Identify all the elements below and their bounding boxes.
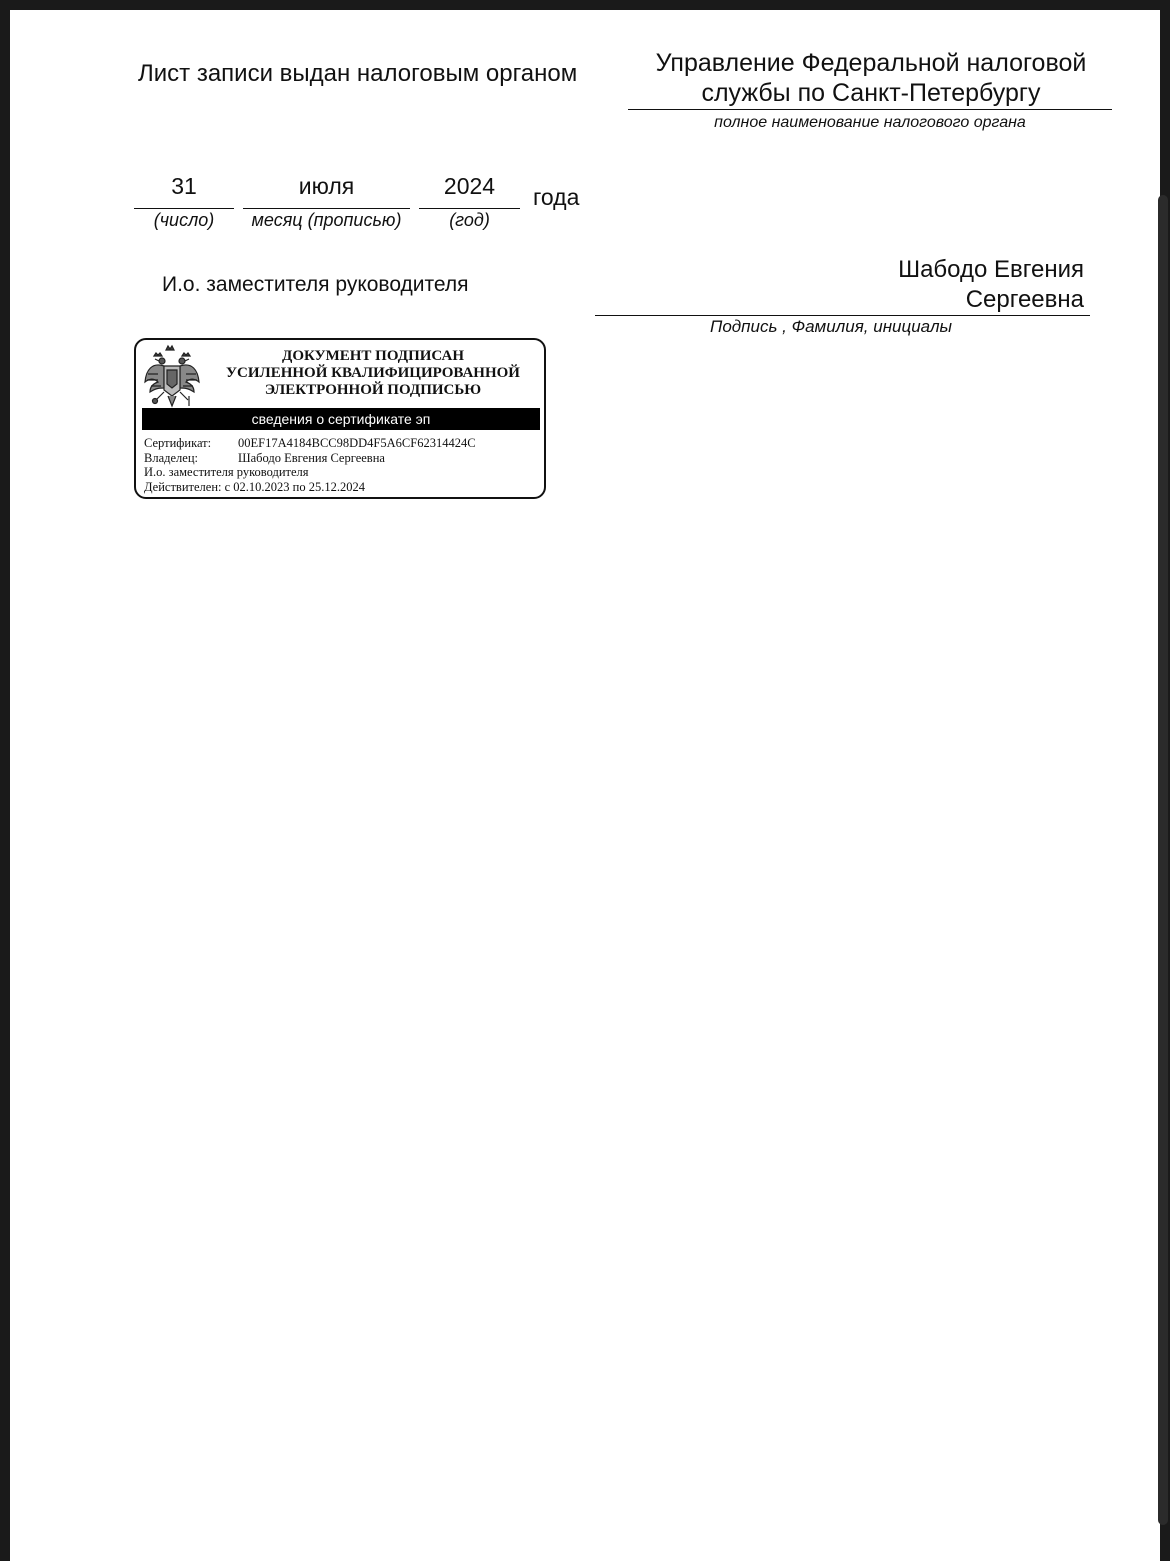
- tax-authority-caption: полное наименование налогового органа: [714, 114, 1026, 131]
- tax-authority-line-1: Управление Федеральной налоговой: [655, 49, 1087, 77]
- signer-name-line-2: Сергеевна: [965, 286, 1084, 313]
- stamp-title-line-3: ЭЛЕКТРОННОЙ ПОДПИСЬЮ: [264, 382, 482, 398]
- validity-label: Действителен:: [144, 479, 222, 494]
- signer-caption: Подпись , Фамилия, инициалы: [710, 317, 953, 336]
- signer-underline: [595, 315, 1090, 316]
- validity-row: [144, 480, 476, 495]
- stamp-title-line-1: ДОКУМЕНТ ПОДПИСАН: [282, 348, 464, 364]
- date-suffix: года: [533, 184, 580, 210]
- owner-position: И.о. заместителя руководителя: [144, 465, 309, 479]
- date-day: 31: [171, 173, 197, 199]
- stamp-title: [208, 348, 538, 399]
- document-page: [10, 10, 1160, 1561]
- validity-value: с 02.10.2023 по 25.12.2024: [224, 479, 365, 494]
- date-month-underline: [243, 208, 410, 209]
- certificate-row: [144, 436, 476, 451]
- vertical-scrollbar[interactable]: [1158, 195, 1168, 1525]
- certificate-value: 00EF17A4184BCC98DD4F5A6CF62314424C: [238, 436, 476, 450]
- electronic-signature-stamp: [134, 338, 546, 499]
- tax-authority-line-2: службы по Санкт-Петербургу: [701, 79, 1041, 107]
- certificate-details: [144, 436, 476, 494]
- signer-position: И.о. заместителя руководителя: [162, 273, 469, 296]
- signer-name: [596, 255, 1084, 315]
- owner-value: Шабодо Евгения Сергеевна: [238, 450, 385, 465]
- certificate-info-bar: сведения о сертификате эп: [142, 408, 540, 430]
- date-day-caption: (число): [153, 210, 215, 230]
- owner-row: [144, 451, 476, 466]
- tax-authority-underline: [628, 109, 1112, 110]
- certificate-label: Сертификат:: [144, 436, 212, 450]
- date-day-underline: [134, 208, 234, 209]
- date-year-underline: [419, 208, 520, 209]
- date-year-caption: (год): [449, 210, 490, 230]
- date-month-caption: месяц (прописью): [251, 210, 402, 230]
- signer-name-line-1: Шабодо Евгения: [898, 256, 1084, 283]
- coat-of-arms-icon: [142, 344, 202, 410]
- owner-label: Владелец:: [144, 450, 198, 465]
- tax-authority-name: [630, 48, 1112, 108]
- stamp-title-line-2: УСИЛЕННОЙ КВАЛИФИЦИРОВАННОЙ: [226, 365, 520, 381]
- date-month: июля: [298, 173, 355, 199]
- date-year: 2024: [443, 173, 496, 199]
- issued-label: Лист записи выдан налоговым органом: [138, 60, 578, 87]
